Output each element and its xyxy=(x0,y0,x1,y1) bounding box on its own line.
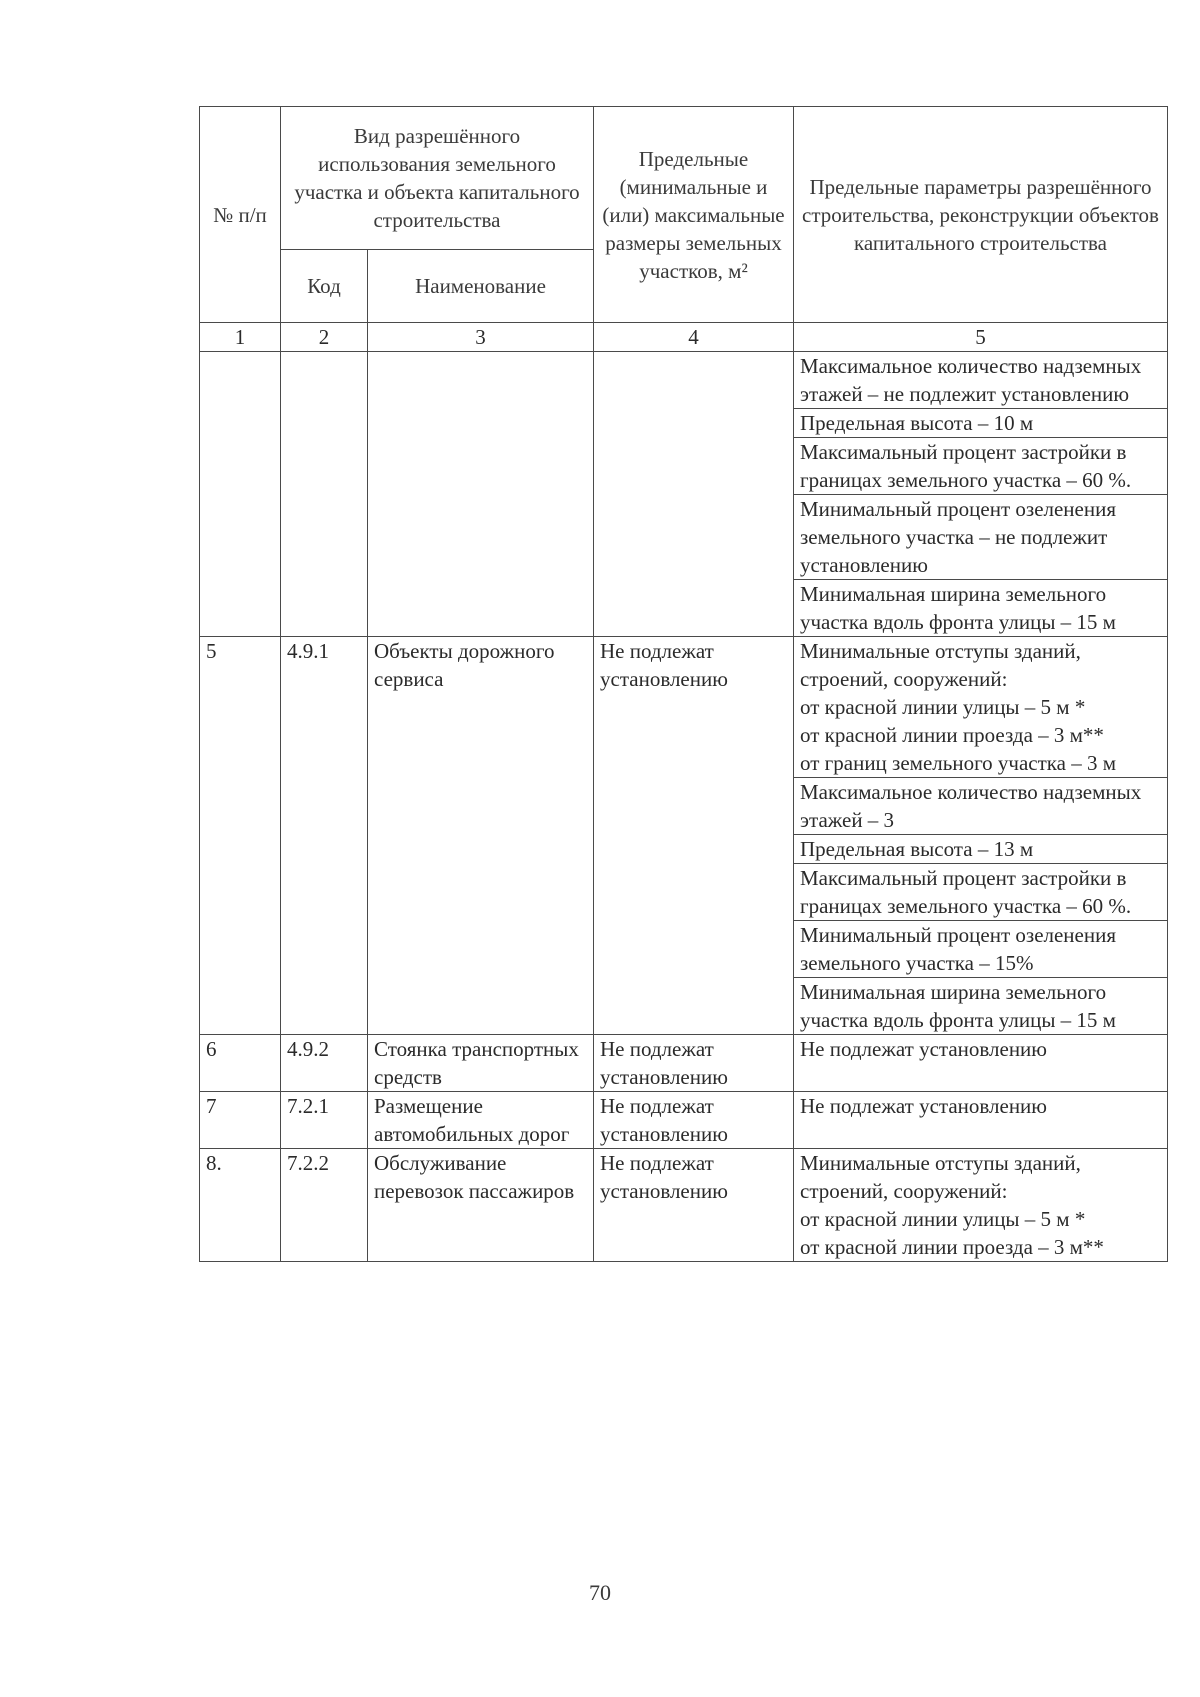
row-number: 7 xyxy=(200,1092,281,1149)
row-parameter: Не подлежат установлению xyxy=(794,1092,1168,1149)
row-code: 7.2.2 xyxy=(281,1149,368,1262)
numbering-row xyxy=(200,323,1168,352)
numbering-cell: 5 xyxy=(794,323,1168,352)
page-number: 70 xyxy=(589,1580,611,1605)
row-parameter: Минимальные отступы зданий, строений, сооружений: от красной линии улицы – 5 м * от красной линии проезда – 3 м** xyxy=(794,1149,1168,1262)
row-name xyxy=(368,352,594,637)
regulations-table xyxy=(199,106,1168,1262)
row-code: 4.9.1 xyxy=(281,637,368,1035)
row-parameter: Предельная высота – 10 м xyxy=(794,409,1168,438)
row-number: 8. xyxy=(200,1149,281,1262)
numbering-cell: 3 xyxy=(368,323,594,352)
row-plot-size: Не подлежат установлению xyxy=(594,1035,794,1092)
row-plot-size: Не подлежат установлению xyxy=(594,637,794,1035)
row-code xyxy=(281,352,368,637)
table-row xyxy=(200,1149,1168,1262)
row-number: 5 xyxy=(200,637,281,1035)
header-number: № п/п xyxy=(200,107,281,323)
row-name: Размещение автомобильных дорог xyxy=(368,1092,594,1149)
row-parameter: Минимальный процент озеленения земельного участка – не подлежит установлению xyxy=(794,495,1168,580)
row-plot-size: Не подлежат установлению xyxy=(594,1092,794,1149)
table-row xyxy=(200,637,1168,778)
row-name: Обслуживание перевозок пассажиров xyxy=(368,1149,594,1262)
numbering-cell: 4 xyxy=(594,323,794,352)
table-row xyxy=(200,352,1168,409)
row-plot-size: Не подлежат установлению xyxy=(594,1149,794,1262)
row-code: 4.9.2 xyxy=(281,1035,368,1092)
row-parameter: Минимальная ширина земельного участка вдоль фронта улицы – 15 м xyxy=(794,580,1168,637)
table-body xyxy=(200,352,1168,1262)
row-parameter: Максимальное количество надземных этажей – не подлежит установлению xyxy=(794,352,1168,409)
row-parameter: Минимальные отступы зданий, строений, сооружений: от красной линии улицы – 5 м * от красной линии проезда – 3 м** от границ земельного участка – 3 м xyxy=(794,637,1168,778)
row-name: Стоянка транспортных средств xyxy=(368,1035,594,1092)
table-row xyxy=(200,1035,1168,1092)
header-row xyxy=(200,107,1168,250)
row-number xyxy=(200,352,281,637)
header-parameters: Предельные параметры разрешённого строительства, реконструкции объектов капитального строительства xyxy=(794,107,1168,323)
row-number: 6 xyxy=(200,1035,281,1092)
row-parameter: Не подлежат установлению xyxy=(794,1035,1168,1092)
header-code: Код xyxy=(281,250,368,323)
header-plot-size: Предельные (минимальные и (или) максимальные размеры земельных участков, м² xyxy=(594,107,794,323)
row-parameter: Минимальный процент озеленения земельного участка – 15% xyxy=(794,921,1168,978)
row-plot-size xyxy=(594,352,794,637)
header-permitted-use: Вид разрешённого использования земельного участка и объекта капитального строительства xyxy=(281,107,594,250)
row-parameter: Максимальный процент застройки в границах земельного участка – 60 %. xyxy=(794,438,1168,495)
row-parameter: Максимальный процент застройки в границах земельного участка – 60 %. xyxy=(794,864,1168,921)
numbering-cell: 1 xyxy=(200,323,281,352)
row-parameter: Максимальное количество надземных этажей – 3 xyxy=(794,778,1168,835)
row-parameter: Предельная высота – 13 м xyxy=(794,835,1168,864)
row-name: Объекты дорожного сервиса xyxy=(368,637,594,1035)
numbering-cell: 2 xyxy=(281,323,368,352)
header-name: Наименование xyxy=(368,250,594,323)
table-row xyxy=(200,1092,1168,1149)
row-code: 7.2.1 xyxy=(281,1092,368,1149)
row-parameter: Минимальная ширина земельного участка вдоль фронта улицы – 15 м xyxy=(794,978,1168,1035)
